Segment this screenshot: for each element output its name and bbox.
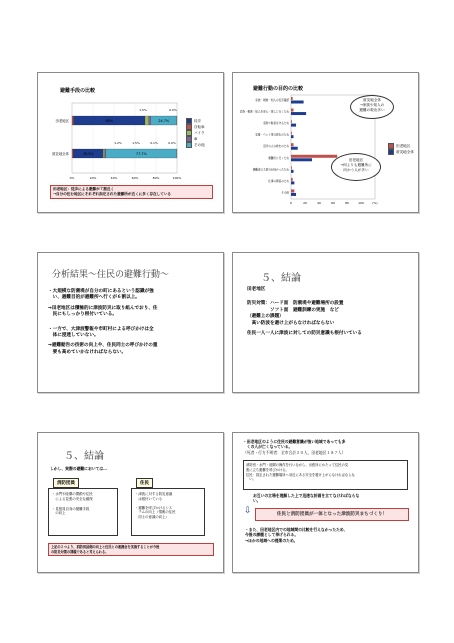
bar-taro	[291, 97, 293, 100]
legend-item: その他	[194, 142, 205, 147]
callout-taro: 田老地区 →何よりも避難所に 向かう人が多い	[331, 153, 381, 181]
legend-item: バイク	[194, 130, 205, 135]
category-label: 家族・親族・知人を迎え・探しに行くため	[239, 110, 289, 114]
bar-segment	[72, 149, 73, 158]
data-label: 1.2%	[114, 141, 122, 145]
x-tick-label: (%)	[372, 201, 378, 205]
bar-taro	[291, 120, 292, 123]
x-tick-label: 40	[317, 201, 321, 205]
slide-heading: ５、結論	[64, 451, 104, 462]
data-label: 1.5%	[139, 108, 147, 112]
bar-overall	[291, 101, 304, 104]
x-tick-label: 60%	[131, 176, 139, 180]
roles-box: 消防団・水門・陸閘の操作を行いながら、出張所にわたって住民の見 張に立ち避難を呼びかける。 住民：指定された避難場所へ身近にある安全を避け上がらなければならな い。	[243, 460, 408, 490]
legend-item: 田老地区	[396, 143, 411, 148]
x-tick-label: 0	[290, 201, 292, 205]
category-label: 家族・親族・知人の安否確認	[255, 99, 289, 102]
summary-note: 上記の２つより、消防団員側の向上と住民との連携会を実施することが今後 の防災対策の課題であると考えられる。	[48, 543, 214, 556]
summary-note: 田老地区：徒歩による避難が７割近く →自分の住む地区にそれぞれ指定された避難所が近くに多く存在している	[50, 185, 213, 199]
x-tick-label: 40%	[110, 176, 118, 180]
bar-segment	[105, 149, 106, 158]
x-tick-label: 100	[358, 201, 364, 205]
slide-evacuation-means	[37, 72, 224, 213]
bar-overall	[291, 193, 296, 196]
bar-segment	[72, 116, 74, 125]
tag-firefighters: 消防団員	[53, 478, 79, 488]
bar-segment	[149, 116, 151, 125]
bar-label: 77.7%	[135, 152, 147, 156]
data-label: 0.1%	[150, 141, 158, 145]
x-tick-label: 80	[345, 201, 349, 205]
bar-overall	[291, 112, 306, 115]
category-label: 家畜・ペット等の救出のため	[255, 133, 289, 137]
slide-body-mid: お互いの立場を理解した上で迅速な計画を立てなければならな い。	[253, 493, 360, 504]
category-label: 避難所に行くため	[268, 156, 289, 160]
data-label: 1.5%	[132, 141, 140, 145]
bar-overall	[291, 147, 298, 150]
slide-heading: ５、結論	[261, 273, 301, 284]
data-label: 0.0%	[168, 141, 176, 145]
bar-overall	[291, 181, 294, 184]
slide-body-top: ・田老地区のように住民の避難意識が強い地域であっても多 くの人が亡くなっている。 （死者・行方不明者：全市合計２０人，田老地区１８７人）	[243, 439, 346, 455]
slide-analysis-results	[37, 252, 224, 393]
tag-residents: 住民	[136, 478, 153, 488]
row-label: 被災地全体	[52, 152, 69, 156]
legend-item: 車	[194, 136, 198, 141]
category-label: 近所の人の救出のため	[263, 145, 289, 149]
bar-overall	[291, 124, 296, 127]
bar-taro	[291, 143, 294, 146]
bar-overall	[291, 135, 294, 138]
bar-taro	[291, 178, 293, 181]
bar-taro	[291, 189, 294, 192]
x-tick-label: 60	[331, 201, 335, 205]
category-label: その他	[281, 191, 289, 195]
slide-title: 避難手段の比較	[60, 88, 96, 94]
slide-evacuation-purpose	[232, 72, 419, 213]
bar-segment	[145, 116, 149, 125]
slide-heading: 分析結果～住民の避難行動～	[52, 270, 170, 280]
bar-overall	[291, 170, 294, 173]
highlight-banner: 住民と消防団員が一体となった津波防災まちづくり！	[255, 508, 409, 521]
bar-taro	[291, 109, 294, 112]
slide-final-remarks	[232, 432, 419, 573]
slide-conclusion-2	[37, 432, 224, 573]
plot-area	[72, 103, 177, 173]
residents-box: ・津波に対する防災意識 は根付いている ・避難を呼びかけるシス テムの向上（情報の住民 同士の意識の向上）	[131, 488, 205, 536]
arrow-icon: ⇩	[244, 506, 252, 516]
slide-conclusion-1	[232, 252, 419, 393]
bar-label: 24.7%	[158, 119, 170, 123]
data-label: 0.0%	[169, 108, 177, 112]
category-label: 家財や財産を守るため	[263, 122, 289, 126]
callout-overall: 被災地全体 →家族や知人の 避難の救出多い	[350, 95, 394, 119]
bar-taro	[291, 166, 292, 169]
legend-item: 被災地全体	[396, 149, 414, 154]
bar-taro	[291, 132, 292, 135]
bar-label: 68%	[105, 119, 114, 123]
chart-legend	[388, 143, 414, 155]
legend-item: 徒歩	[194, 118, 202, 123]
legend-item: 自転車	[194, 124, 205, 129]
slide-intro: しかし、実際の避難においては…	[50, 466, 107, 471]
bar-taro	[291, 155, 337, 158]
bar-label: 28.5%	[82, 152, 94, 156]
x-tick-label: 20	[303, 201, 307, 205]
x-tick-label: 100%	[172, 176, 182, 180]
row-label: 田老地区	[55, 119, 69, 123]
x-tick-label: 80%	[152, 176, 160, 180]
slide-title: 避難行動の目的の比較	[253, 86, 304, 92]
chart-legend	[186, 118, 205, 148]
slide-body: ・大規模な防潮堤が自分の町にあるという認識が強 い、避難目的が避難所へ行くが６割以上。 →田老地区は積極的に津波防災に取り組んでおり、住 民にもしっかり根付いている。 ・一方で、大津波警報や市町村による呼びかけは全 体に浸透していない。 →避難勧告の技術の向上や、住民同士の呼びかけの重 要も高めていかなければならない。	[48, 289, 158, 355]
bar-segment	[103, 149, 105, 158]
bar-overall	[291, 158, 312, 161]
x-tick-label: 20%	[89, 176, 97, 180]
firefighters-box: ・水門や陸閘の閉鎖や住民 による見張の安全な確保 ・見張員自身の避難手段 の向上	[48, 488, 118, 536]
category-label: 避難者の大部分が向かったため	[252, 168, 289, 172]
x-tick-label: 0%	[69, 176, 75, 180]
slide-body: 田老地区 防災対策：ハード面 防潮堤や避難場所の設置 ソフト面 避難訓練の実施 など （避難上の課題） 高い防波を避け上がらなければならない 住民一人一人に津波に対しての防災意識も根付いている	[247, 287, 362, 337]
category-label: 仕事の関係のため	[268, 179, 289, 183]
slide-body-bottom: ・また、田老地区内での地域間の比較を行えなかったため、 今後の課題として挙げられる。 →ほかの地域への提案のため。	[245, 527, 348, 543]
